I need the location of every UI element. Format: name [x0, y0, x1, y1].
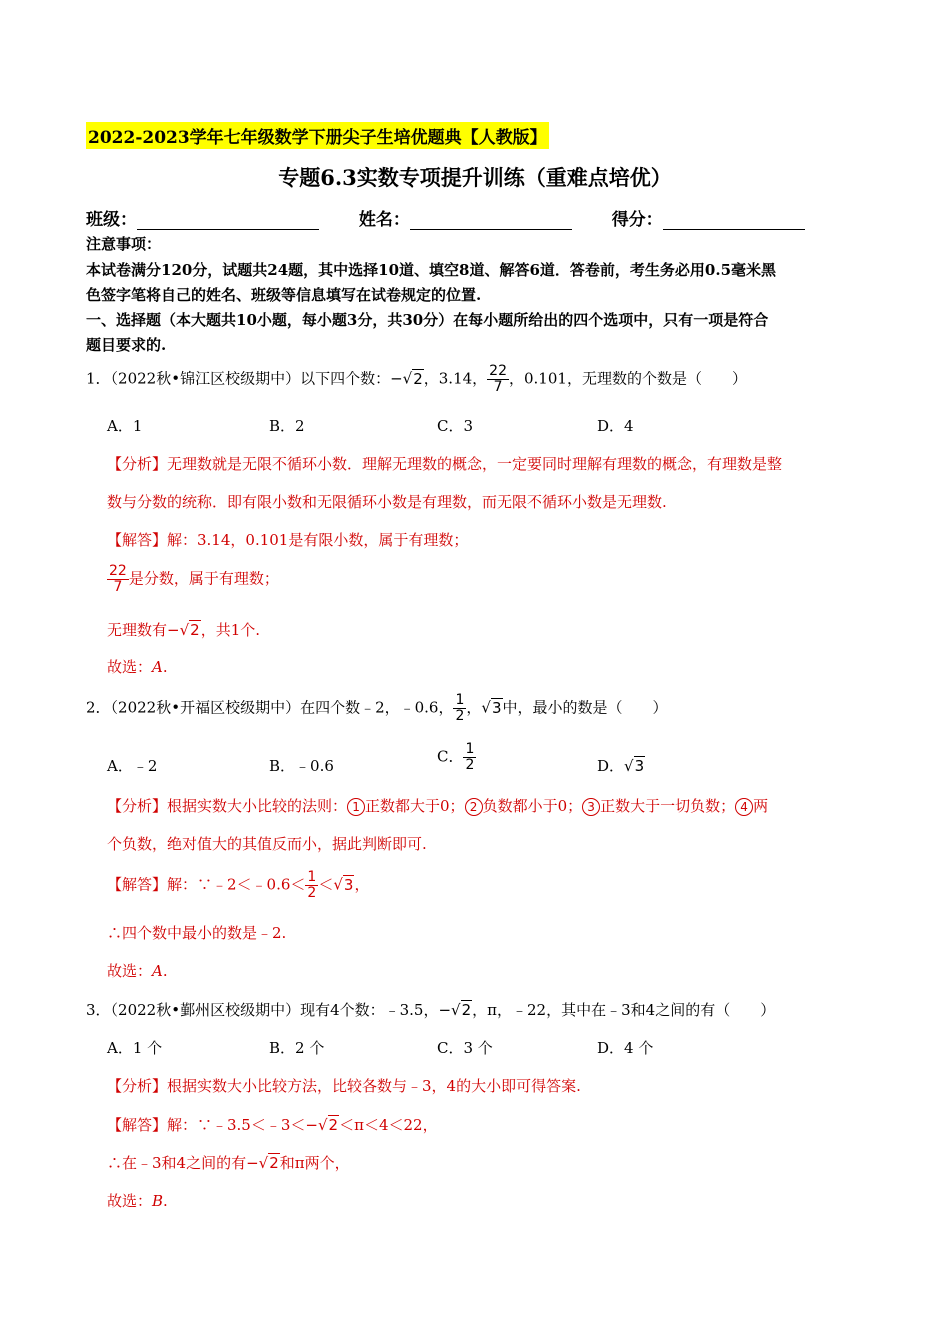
question-1-stem	[86, 364, 747, 395]
fraction	[107, 564, 129, 595]
choice-letter: A	[152, 962, 163, 980]
q1-analysis-line-1: 【分析】无理数就是无限不循环小数．理解无理数的概念，一定要同时理解有理数的概念，有理数是整	[107, 455, 783, 473]
denominator: 7	[113, 579, 123, 595]
radicand: 3	[634, 757, 645, 775]
q3-stem-part-b: ，π，﹣22，其中在﹣3和4之间的有（ ）	[472, 1001, 776, 1019]
question-3-stem	[86, 999, 775, 1020]
notice-line-1: 本试卷满分120分，试题共24题，其中选择10道、填空8道、解答6道．答卷前，考生务必用0.5毫米黑	[86, 261, 777, 279]
numerator: 1	[465, 741, 475, 757]
answer-part-b: ＜	[318, 875, 334, 894]
radicand: 2	[328, 1116, 339, 1134]
rule-text: 正数大于一切负数；	[600, 797, 736, 815]
name-input-line[interactable]	[410, 213, 572, 230]
q1-choice-line	[107, 656, 168, 677]
denominator: 7	[493, 379, 503, 395]
analysis-lead: 【分析】根据实数大小比较的法则：	[107, 797, 348, 815]
q3-option-c[interactable]: C．3 个	[437, 1039, 493, 1057]
q2-stem-part-c: 中，最小的数是（ ）	[502, 698, 668, 717]
q2-answer-line-2: ∴四个数中最小的数是﹣2.	[107, 924, 287, 942]
section-heading-1: 一、选择题（本大题共10小题，每小题3分，共30分）在每小题所给出的四个选项中，只有一项是符合	[86, 311, 769, 329]
q3-option-a[interactable]: A．1 个	[107, 1039, 163, 1057]
fraction	[305, 870, 318, 901]
choice-end: .	[163, 1192, 168, 1210]
answer-part-a: 【解答】解：∵﹣3.5＜﹣3＜	[107, 1116, 306, 1134]
sqrt-expression: √3	[624, 757, 645, 775]
circled-number: 2	[465, 798, 483, 816]
q1-stem-part-b: ，3.14，	[423, 369, 488, 388]
q2-option-d[interactable]	[597, 755, 645, 776]
q3-stem-part-a: 3．（2022秋•鄞州区校级期中）现有4个数：﹣3.5，	[86, 1001, 439, 1019]
circled-number: 1	[347, 798, 365, 816]
option-label: D．	[597, 757, 625, 775]
q3-option-b[interactable]: B．2 个	[269, 1039, 325, 1057]
circled-number: 3	[582, 798, 600, 816]
q2-option-b[interactable]: B．﹣0.6	[269, 757, 334, 775]
radicand: 3	[343, 875, 354, 894]
choice-label: 故选：	[107, 658, 153, 676]
sqrt-expression: −√2	[390, 369, 423, 388]
q1-answer-line-2	[107, 564, 279, 595]
answer-part-c: ，	[354, 875, 370, 894]
q1-option-b[interactable]: B．2	[269, 417, 305, 435]
numerator: 22	[489, 363, 507, 379]
minus-sign: −	[305, 1116, 318, 1134]
student-info-fields	[86, 205, 805, 230]
radicand: 2	[190, 621, 200, 639]
minus-sign: −	[246, 1154, 259, 1172]
q2-stem-part-a: 2．（2022秋•开福区校级期中）在四个数﹣2，﹣0.6，	[86, 698, 454, 717]
q1-answer-line-3	[107, 619, 260, 640]
choice-letter: A	[152, 658, 163, 676]
choice-label: 故选：	[107, 1192, 153, 1210]
radicand: 3	[491, 698, 502, 717]
rule-text: 负数都小于0；	[482, 797, 583, 815]
choice-letter: B	[152, 1192, 164, 1210]
sqrt-expression: −√2	[305, 1116, 339, 1134]
choice-label: 故选：	[107, 962, 153, 980]
page-title: 专题6.3实数专项提升训练（重难点培优）	[278, 165, 672, 190]
class-input-line[interactable]	[137, 213, 319, 230]
q3-option-d[interactable]: D．4 个	[597, 1039, 654, 1057]
answer-part-b: 和π两个，	[279, 1154, 350, 1172]
answer-part-a: ∴在﹣3和4之间的有	[107, 1154, 247, 1172]
denominator: 2	[307, 885, 317, 901]
numerator: 1	[307, 869, 317, 885]
q1-option-a[interactable]: A．1	[107, 417, 143, 435]
q1-analysis-line-2: 数与分数的统称．即有限小数和无限循环小数是有理数，而无限不循环小数是无理数.	[107, 493, 667, 511]
minus-sign: −	[167, 621, 180, 639]
q1-stem-part-a: 1．（2022秋•锦江区校级期中）以下四个数：	[86, 369, 391, 388]
q2-analysis-line-1	[107, 795, 768, 816]
sqrt-expression: √3	[333, 875, 354, 894]
radicand: 2	[269, 1154, 279, 1172]
sqrt-expression: −√2	[246, 1154, 279, 1172]
notice-line-2: 色签字笔将自己的姓名、班级等信息填写在试卷规定的位置.	[86, 286, 482, 304]
choice-end: .	[162, 962, 168, 980]
sqrt-expression: −√2	[438, 1001, 472, 1019]
numerator: 1	[455, 692, 465, 708]
minus-sign: −	[438, 1001, 452, 1019]
q1-answer-text: 是分数，属于有理数；	[128, 569, 279, 588]
denominator: 2	[455, 708, 465, 724]
name-label: 姓名：	[358, 210, 410, 230]
q1-answer-3a: 无理数有	[107, 621, 168, 639]
fraction	[487, 364, 509, 395]
q1-answer-line-1: 【解答】解：3.14，0.101是有限小数，属于有理数；	[107, 531, 469, 549]
q1-option-d[interactable]: D．4	[597, 417, 634, 435]
score-input-line[interactable]	[663, 213, 805, 230]
q2-answer-line-1	[107, 870, 369, 901]
option-label: C．	[437, 747, 464, 766]
fraction	[463, 742, 476, 773]
q2-option-a[interactable]: A．﹣2	[107, 757, 158, 775]
sqrt-expression: −√2	[167, 621, 200, 639]
q2-stem-part-b: ，	[466, 698, 482, 717]
question-2-stem	[86, 693, 668, 724]
q3-answer-line-2	[107, 1152, 350, 1173]
minus-sign: −	[390, 369, 403, 388]
q3-analysis: 【分析】根据实数大小比较方法，比较各数与﹣3，4的大小即可得答案.	[107, 1077, 581, 1095]
answer-part-a: 【解答】解：∵﹣2＜﹣0.6＜	[107, 875, 306, 894]
rule-text: 正数都大于0；	[365, 797, 465, 815]
radicand: 2	[461, 1001, 472, 1019]
series-header-tag: 2022-2023学年七年级数学下册尖子生培优题典【人教版】	[86, 122, 549, 149]
q1-stem-part-c: ，0.101，无理数的个数是（ ）	[509, 369, 747, 388]
choice-end: .	[162, 658, 168, 676]
q2-analysis-line-2: 个负数，绝对值大的其值反而小，据此判断即可.	[107, 835, 427, 853]
answer-part-b: ＜π＜4＜22，	[339, 1116, 438, 1134]
numerator: 22	[109, 563, 127, 579]
score-label: 得分：	[611, 210, 663, 230]
rule-text: 两	[753, 797, 769, 815]
section-heading-2: 题目要求的.	[86, 336, 167, 354]
q3-answer-line-1	[107, 1114, 438, 1135]
q2-option-c[interactable]	[437, 742, 476, 773]
radicand: 2	[413, 369, 423, 388]
q1-answer-3b: ，共1个.	[200, 621, 261, 639]
q2-choice-line	[107, 960, 168, 981]
denominator: 2	[465, 757, 475, 773]
q3-choice-line	[107, 1190, 168, 1211]
sqrt-expression: √3	[481, 698, 502, 717]
q1-option-c[interactable]: C．3	[437, 417, 474, 435]
class-label: 班级：	[86, 210, 137, 230]
notice-heading: 注意事项：	[86, 235, 162, 253]
circled-number: 4	[735, 798, 753, 816]
fraction	[453, 693, 466, 724]
